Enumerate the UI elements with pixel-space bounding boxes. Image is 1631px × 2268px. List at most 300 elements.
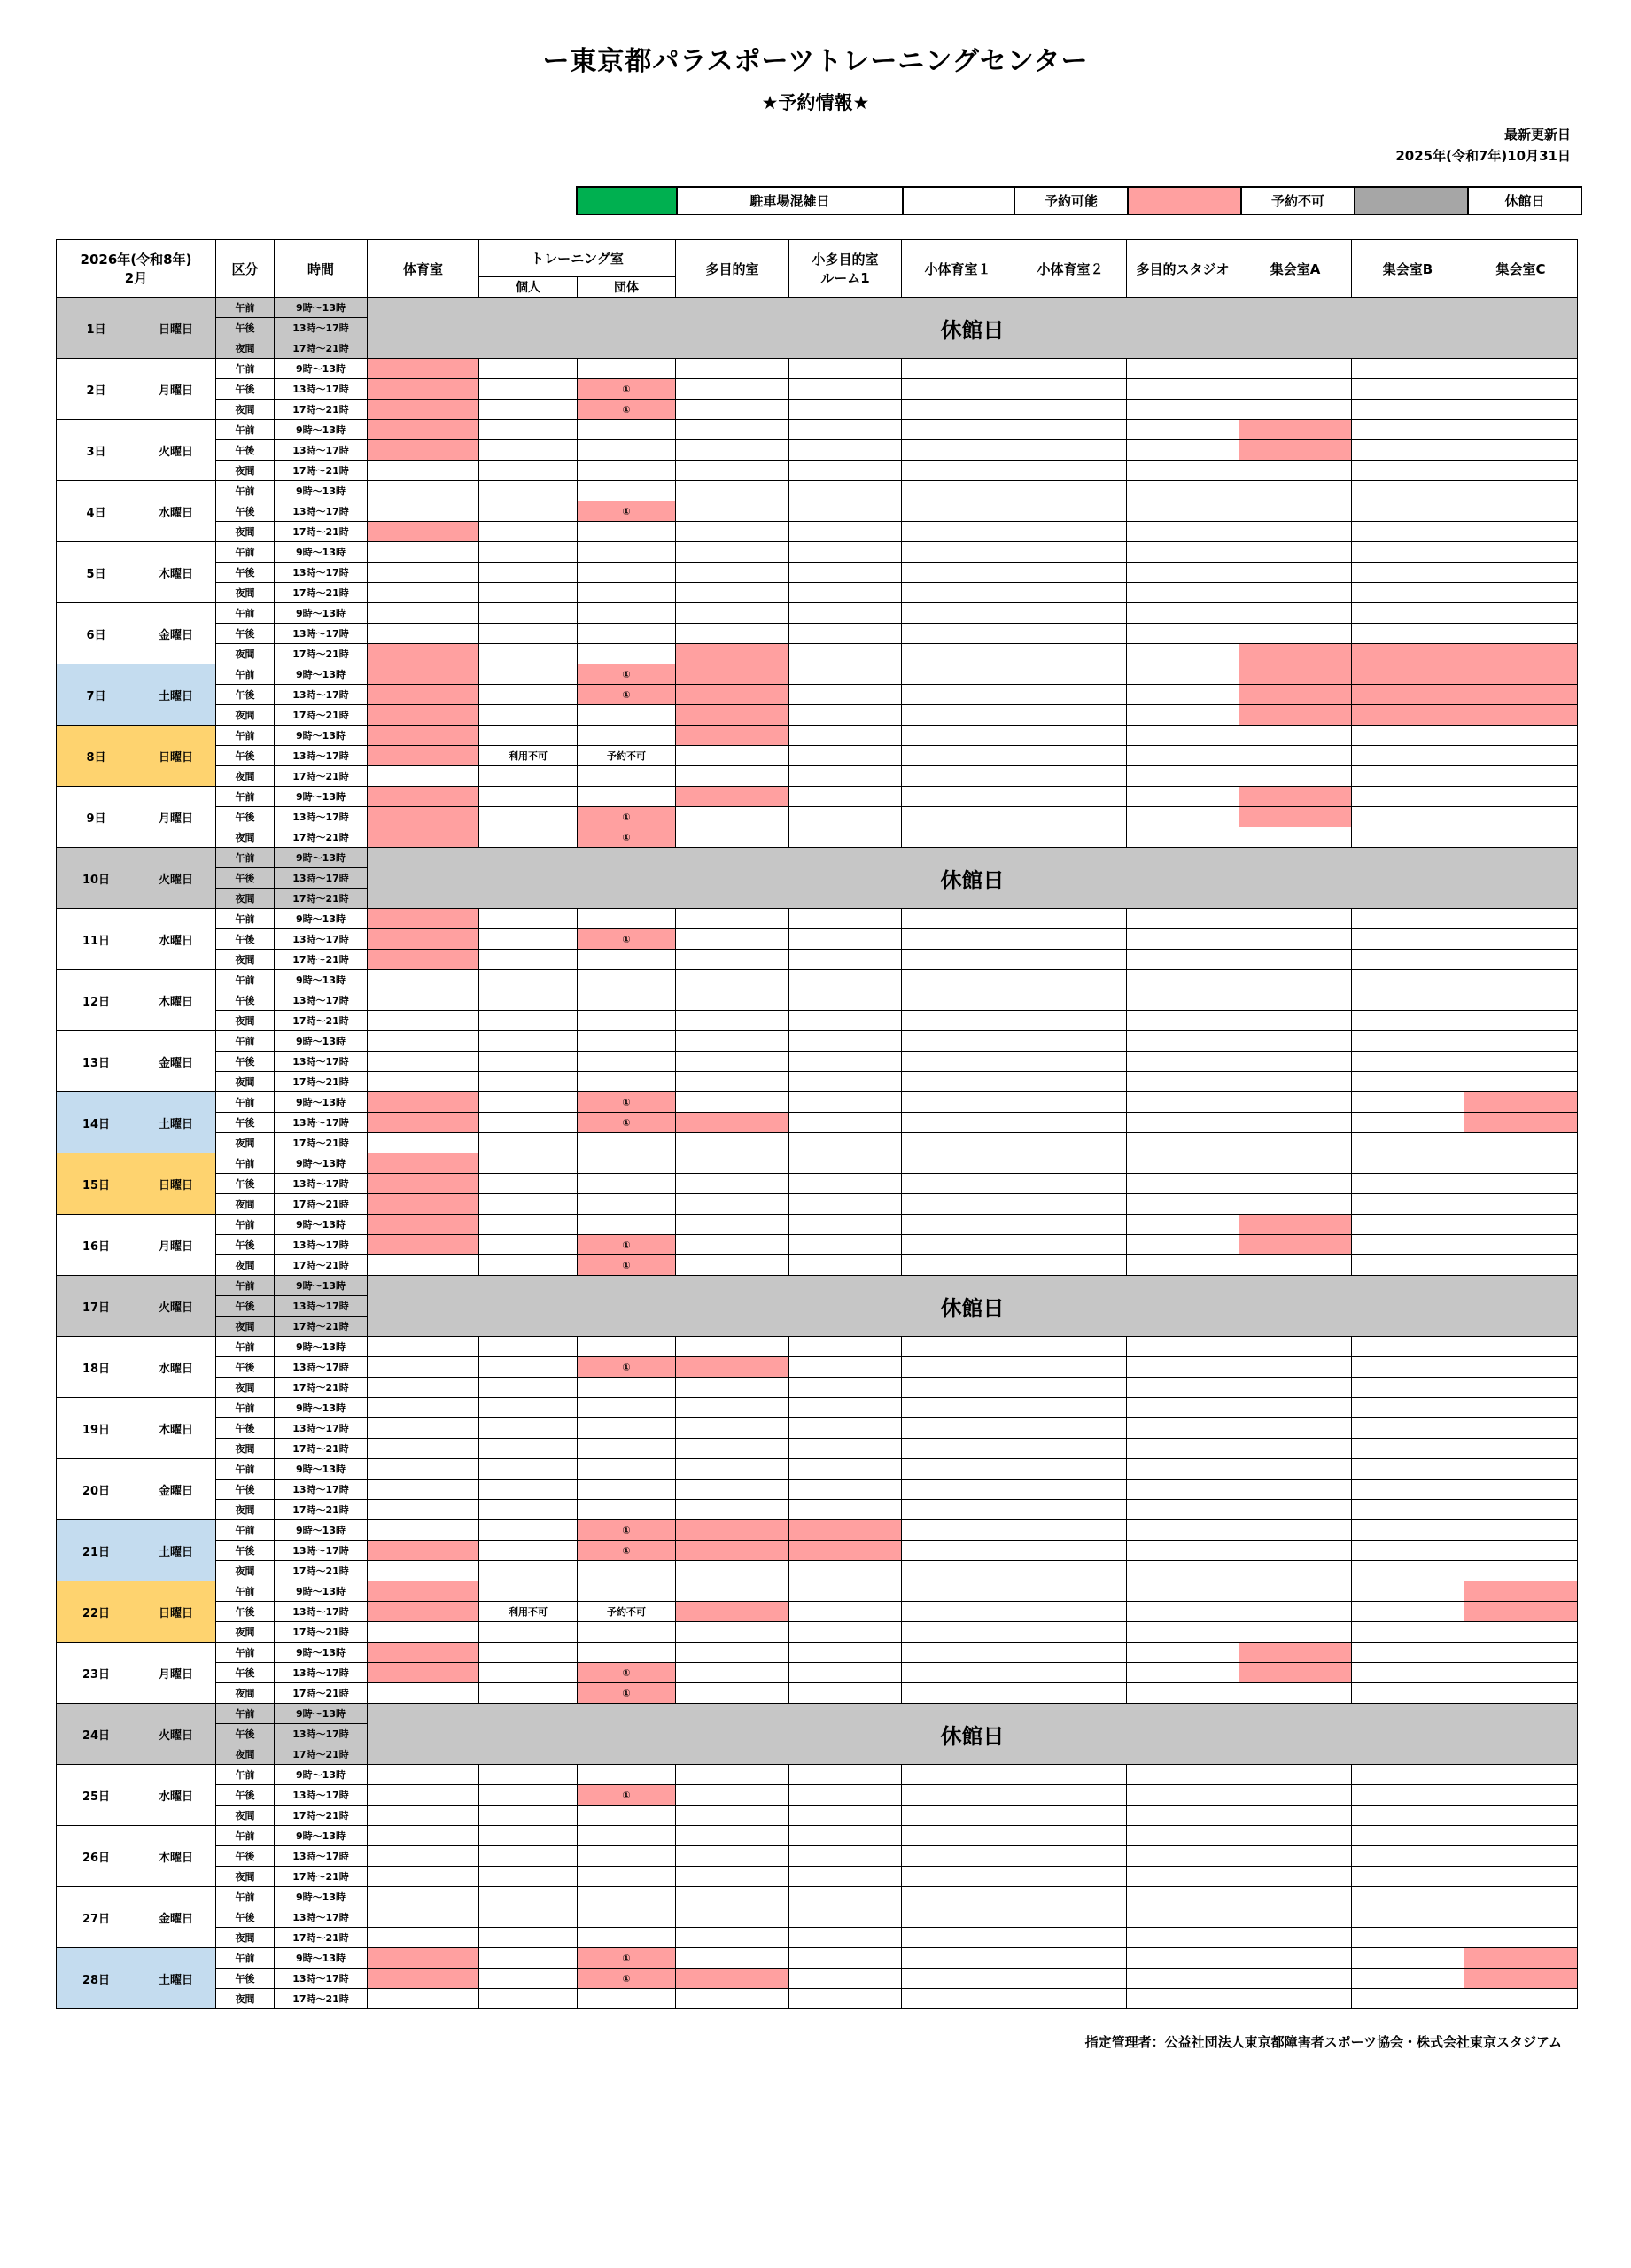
slot-cell[interactable] [1352,644,1464,664]
slot-cell[interactable] [1352,1153,1464,1174]
slot-cell[interactable] [902,1989,1014,2009]
slot-cell[interactable] [902,990,1014,1011]
slot-cell[interactable] [1239,1785,1352,1806]
slot-cell[interactable] [1239,1581,1352,1602]
slot-cell[interactable] [902,929,1014,950]
slot-cell[interactable] [479,1500,578,1520]
slot-cell[interactable] [368,1765,479,1785]
slot-cell[interactable] [676,1480,789,1500]
slot-cell[interactable] [1464,1500,1578,1520]
slot-cell[interactable] [1127,1031,1239,1052]
slot-cell[interactable] [1239,1459,1352,1480]
slot-cell[interactable] [1014,1602,1127,1622]
slot-cell[interactable] [368,766,479,787]
slot-cell[interactable] [676,1989,789,2009]
slot-cell[interactable] [1352,1826,1464,1846]
slot-cell[interactable] [1352,1663,1464,1683]
slot-cell[interactable] [1127,1378,1239,1398]
slot-cell[interactable] [789,1235,902,1255]
slot-cell[interactable] [479,522,578,542]
slot-cell[interactable] [1239,726,1352,746]
slot-cell[interactable] [902,909,1014,929]
slot-cell[interactable] [479,542,578,563]
slot-cell[interactable] [1352,603,1464,624]
slot-cell[interactable] [1464,1846,1578,1867]
slot-cell[interactable] [1239,563,1352,583]
slot-cell[interactable] [368,1133,479,1153]
slot-cell[interactable] [368,1439,479,1459]
slot-cell[interactable]: ① [578,1357,676,1378]
slot-cell[interactable] [676,950,789,970]
slot-cell[interactable]: ① [578,807,676,827]
slot-cell[interactable] [676,1357,789,1378]
slot-cell[interactable] [1014,1072,1127,1092]
slot-cell[interactable] [789,1398,902,1418]
slot-cell[interactable] [1127,1602,1239,1622]
slot-cell[interactable] [1352,1948,1464,1969]
slot-cell[interactable] [479,827,578,848]
slot-cell[interactable] [902,1194,1014,1215]
slot-cell[interactable] [368,1581,479,1602]
slot-cell[interactable] [1127,1337,1239,1357]
slot-cell[interactable] [1239,522,1352,542]
slot-cell[interactable] [789,766,902,787]
slot-cell[interactable] [1239,501,1352,522]
slot-cell[interactable] [789,1072,902,1092]
slot-cell[interactable] [1127,563,1239,583]
slot-cell[interactable] [676,807,789,827]
slot-cell[interactable] [789,379,902,400]
slot-cell[interactable] [368,1113,479,1133]
slot-cell[interactable] [1352,807,1464,827]
slot-cell[interactable] [1127,1969,1239,1989]
slot-cell[interactable] [1239,746,1352,766]
slot-cell[interactable] [1014,1398,1127,1418]
slot-cell[interactable] [368,1235,479,1255]
slot-cell[interactable] [368,440,479,461]
slot-cell[interactable] [1352,1255,1464,1276]
slot-cell[interactable] [1239,1806,1352,1826]
slot-cell[interactable] [902,1072,1014,1092]
slot-cell[interactable] [1127,1113,1239,1133]
slot-cell[interactable] [578,1153,676,1174]
slot-cell[interactable] [1464,827,1578,848]
slot-cell[interactable] [1014,359,1127,379]
slot-cell[interactable] [1464,909,1578,929]
slot-cell[interactable] [1352,1846,1464,1867]
slot-cell[interactable] [578,1337,676,1357]
slot-cell[interactable] [789,1520,902,1541]
slot-cell[interactable] [1014,1765,1127,1785]
slot-cell[interactable] [479,1174,578,1194]
slot-cell[interactable] [789,664,902,685]
slot-cell[interactable] [676,1215,789,1235]
slot-cell[interactable] [479,1907,578,1928]
slot-cell[interactable] [368,746,479,766]
slot-cell[interactable] [1127,1541,1239,1561]
slot-cell[interactable] [1464,359,1578,379]
slot-cell[interactable] [578,1133,676,1153]
slot-cell[interactable] [368,807,479,827]
slot-cell[interactable] [1464,1622,1578,1643]
slot-cell[interactable] [1127,1520,1239,1541]
slot-cell[interactable] [578,1581,676,1602]
slot-cell[interactable] [368,787,479,807]
slot-cell[interactable] [676,379,789,400]
slot-cell[interactable] [1014,1052,1127,1072]
slot-cell[interactable]: ① [578,664,676,685]
slot-cell[interactable] [1352,1418,1464,1439]
slot-cell[interactable] [368,929,479,950]
slot-cell[interactable] [1014,1683,1127,1704]
slot-cell[interactable] [789,1215,902,1235]
slot-cell[interactable] [789,1113,902,1133]
slot-cell[interactable] [902,440,1014,461]
slot-cell[interactable] [789,1907,902,1928]
slot-cell[interactable] [1127,624,1239,644]
slot-cell[interactable] [1014,542,1127,563]
slot-cell[interactable] [479,1765,578,1785]
slot-cell[interactable] [902,379,1014,400]
slot-cell[interactable] [1464,1948,1578,1969]
slot-cell[interactable] [578,909,676,929]
slot-cell[interactable] [789,1541,902,1561]
slot-cell[interactable] [902,1887,1014,1907]
slot-cell[interactable] [676,929,789,950]
slot-cell[interactable] [1127,501,1239,522]
slot-cell[interactable] [902,1622,1014,1643]
slot-cell[interactable] [902,1174,1014,1194]
slot-cell[interactable] [479,726,578,746]
slot-cell[interactable] [1239,624,1352,644]
slot-cell[interactable]: ① [578,1235,676,1255]
slot-cell[interactable] [578,1928,676,1948]
slot-cell[interactable] [1127,1194,1239,1215]
slot-cell[interactable] [479,1052,578,1072]
slot-cell[interactable] [1127,1907,1239,1928]
slot-cell[interactable] [1239,1255,1352,1276]
slot-cell[interactable] [479,1031,578,1052]
slot-cell[interactable] [676,522,789,542]
slot-cell[interactable] [1127,990,1239,1011]
slot-cell[interactable] [676,909,789,929]
slot-cell[interactable] [1464,950,1578,970]
slot-cell[interactable] [902,1337,1014,1357]
slot-cell[interactable] [902,664,1014,685]
slot-cell[interactable] [676,1948,789,1969]
slot-cell[interactable] [1464,1867,1578,1887]
slot-cell[interactable] [789,1846,902,1867]
slot-cell[interactable] [789,501,902,522]
slot-cell[interactable] [1014,420,1127,440]
slot-cell[interactable] [902,1867,1014,1887]
slot-cell[interactable] [902,705,1014,726]
slot-cell[interactable] [1352,1785,1464,1806]
slot-cell[interactable] [1014,950,1127,970]
slot-cell[interactable] [368,501,479,522]
slot-cell[interactable] [1239,1643,1352,1663]
slot-cell[interactable] [1014,563,1127,583]
slot-cell[interactable] [789,1867,902,1887]
slot-cell[interactable] [1239,583,1352,603]
slot-cell[interactable] [1464,1520,1578,1541]
slot-cell[interactable] [1127,1500,1239,1520]
slot-cell[interactable] [578,542,676,563]
slot-cell[interactable] [1464,1255,1578,1276]
slot-cell[interactable] [676,1398,789,1418]
slot-cell[interactable] [368,1785,479,1806]
slot-cell[interactable] [676,563,789,583]
slot-cell[interactable] [1239,1520,1352,1541]
slot-cell[interactable] [1014,603,1127,624]
slot-cell[interactable] [1127,1948,1239,1969]
slot-cell[interactable] [479,1215,578,1235]
slot-cell[interactable] [1239,481,1352,501]
slot-cell[interactable] [676,1683,789,1704]
slot-cell[interactable] [676,583,789,603]
slot-cell[interactable] [676,970,789,990]
slot-cell[interactable] [479,603,578,624]
slot-cell[interactable] [578,1072,676,1092]
slot-cell[interactable] [1464,1785,1578,1806]
slot-cell[interactable] [1014,1806,1127,1826]
slot-cell[interactable]: ① [578,1785,676,1806]
slot-cell[interactable] [1014,440,1127,461]
slot-cell[interactable] [676,1133,789,1153]
slot-cell[interactable] [1014,583,1127,603]
slot-cell[interactable]: ① [578,1255,676,1276]
slot-cell[interactable] [368,522,479,542]
slot-cell[interactable] [789,481,902,501]
slot-cell[interactable] [479,379,578,400]
slot-cell[interactable] [1014,522,1127,542]
slot-cell[interactable] [1352,1969,1464,1989]
slot-cell[interactable] [1239,1133,1352,1153]
slot-cell[interactable] [1014,1378,1127,1398]
slot-cell[interactable] [789,624,902,644]
slot-cell[interactable] [479,1867,578,1887]
slot-cell[interactable] [902,827,1014,848]
slot-cell[interactable] [1127,1133,1239,1153]
slot-cell[interactable] [1127,1398,1239,1418]
slot-cell[interactable] [1352,990,1464,1011]
slot-cell[interactable] [789,1969,902,1989]
slot-cell[interactable] [479,807,578,827]
slot-cell[interactable] [1239,1398,1352,1418]
slot-cell[interactable] [1239,1113,1352,1133]
slot-cell[interactable] [578,1459,676,1480]
slot-cell[interactable] [1014,1031,1127,1052]
slot-cell[interactable]: ① [578,685,676,705]
slot-cell[interactable] [1352,1194,1464,1215]
slot-cell[interactable]: ① [578,1683,676,1704]
slot-cell[interactable] [1464,1215,1578,1235]
slot-cell[interactable] [789,461,902,481]
slot-cell[interactable] [1352,1398,1464,1418]
slot-cell[interactable] [1014,766,1127,787]
slot-cell[interactable]: ① [578,1663,676,1683]
slot-cell[interactable] [902,1826,1014,1846]
slot-cell[interactable] [1014,909,1127,929]
slot-cell[interactable] [789,1480,902,1500]
slot-cell[interactable] [1239,1907,1352,1928]
slot-cell[interactable] [368,1907,479,1928]
slot-cell[interactable] [1014,1215,1127,1235]
slot-cell[interactable] [1239,542,1352,563]
slot-cell[interactable]: ① [578,1092,676,1113]
slot-cell[interactable] [479,1480,578,1500]
slot-cell[interactable] [902,1011,1014,1031]
slot-cell[interactable] [368,1052,479,1072]
slot-cell[interactable] [676,1806,789,1826]
slot-cell[interactable] [676,685,789,705]
slot-cell[interactable] [1239,1948,1352,1969]
slot-cell[interactable] [902,1235,1014,1255]
slot-cell[interactable] [902,726,1014,746]
slot-cell[interactable] [1352,787,1464,807]
slot-cell[interactable] [1014,1907,1127,1928]
slot-cell[interactable] [902,420,1014,440]
slot-cell[interactable] [479,563,578,583]
slot-cell[interactable] [1127,1663,1239,1683]
slot-cell[interactable] [1239,950,1352,970]
slot-cell[interactable] [368,726,479,746]
slot-cell[interactable] [789,1031,902,1052]
slot-cell[interactable] [1127,1480,1239,1500]
slot-cell[interactable] [1127,1153,1239,1174]
slot-cell[interactable] [1239,1052,1352,1072]
slot-cell[interactable] [1127,1581,1239,1602]
slot-cell[interactable] [789,909,902,929]
slot-cell[interactable] [1014,1092,1127,1113]
slot-cell[interactable] [902,685,1014,705]
slot-cell[interactable] [1464,1357,1578,1378]
slot-cell[interactable] [578,1480,676,1500]
slot-cell[interactable] [1014,1969,1127,1989]
slot-cell[interactable] [1014,1948,1127,1969]
slot-cell[interactable] [1014,1928,1127,1948]
slot-cell[interactable] [368,1867,479,1887]
slot-cell[interactable] [578,1907,676,1928]
slot-cell[interactable] [368,583,479,603]
slot-cell[interactable] [578,1867,676,1887]
slot-cell[interactable] [1239,1683,1352,1704]
slot-cell[interactable] [1239,1846,1352,1867]
slot-cell[interactable] [479,1541,578,1561]
slot-cell[interactable] [1464,929,1578,950]
slot-cell[interactable] [902,1846,1014,1867]
slot-cell[interactable] [789,1785,902,1806]
slot-cell[interactable] [1352,481,1464,501]
slot-cell[interactable] [368,542,479,563]
slot-cell[interactable] [1464,1398,1578,1418]
slot-cell[interactable] [1352,542,1464,563]
slot-cell[interactable] [1239,379,1352,400]
slot-cell[interactable] [1464,1989,1578,2009]
slot-cell[interactable] [1464,379,1578,400]
slot-cell[interactable] [368,1826,479,1846]
slot-cell[interactable] [479,1826,578,1846]
slot-cell[interactable] [1464,1194,1578,1215]
slot-cell[interactable] [902,501,1014,522]
slot-cell[interactable] [1127,970,1239,990]
slot-cell[interactable] [1014,1887,1127,1907]
slot-cell[interactable] [1127,461,1239,481]
slot-cell[interactable] [676,1765,789,1785]
slot-cell[interactable] [789,726,902,746]
slot-cell[interactable] [1127,359,1239,379]
slot-cell[interactable] [1464,766,1578,787]
slot-cell[interactable] [1352,359,1464,379]
slot-cell[interactable] [578,420,676,440]
slot-cell[interactable] [1014,1541,1127,1561]
slot-cell[interactable] [1014,461,1127,481]
slot-cell[interactable] [1464,1378,1578,1398]
slot-cell[interactable] [1352,950,1464,970]
slot-cell[interactable]: 利用不可 [479,746,578,766]
slot-cell[interactable] [368,1500,479,1520]
slot-cell[interactable] [1352,1561,1464,1581]
slot-cell[interactable] [1464,542,1578,563]
slot-cell[interactable] [1127,1765,1239,1785]
slot-cell[interactable] [368,644,479,664]
slot-cell[interactable] [1127,1011,1239,1031]
slot-cell[interactable] [1464,1806,1578,1826]
slot-cell[interactable] [1014,1459,1127,1480]
slot-cell[interactable] [368,461,479,481]
slot-cell[interactable] [1014,644,1127,664]
slot-cell[interactable] [1239,1011,1352,1031]
slot-cell[interactable] [676,1459,789,1480]
slot-cell[interactable] [368,420,479,440]
slot-cell[interactable] [1464,522,1578,542]
slot-cell[interactable]: ① [578,929,676,950]
slot-cell[interactable] [578,1643,676,1663]
slot-cell[interactable] [789,1418,902,1439]
slot-cell[interactable] [902,1520,1014,1541]
slot-cell[interactable] [479,1153,578,1174]
slot-cell[interactable] [1239,664,1352,685]
slot-cell[interactable] [676,1785,789,1806]
slot-cell[interactable] [1127,929,1239,950]
slot-cell[interactable] [902,766,1014,787]
slot-cell[interactable] [789,1378,902,1398]
slot-cell[interactable] [676,1520,789,1541]
slot-cell[interactable] [1464,1418,1578,1439]
slot-cell[interactable] [1352,1011,1464,1031]
slot-cell[interactable] [1014,1561,1127,1581]
slot-cell[interactable] [902,1398,1014,1418]
slot-cell[interactable] [1127,481,1239,501]
slot-cell[interactable] [578,1378,676,1398]
slot-cell[interactable] [789,1174,902,1194]
slot-cell[interactable] [902,1500,1014,1520]
slot-cell[interactable] [1352,1683,1464,1704]
slot-cell[interactable] [676,1663,789,1683]
slot-cell[interactable] [368,1561,479,1581]
slot-cell[interactable] [479,909,578,929]
slot-cell[interactable] [676,990,789,1011]
slot-cell[interactable] [1352,624,1464,644]
slot-cell[interactable] [902,522,1014,542]
slot-cell[interactable] [1014,705,1127,726]
slot-cell[interactable] [1127,644,1239,664]
slot-cell[interactable] [789,1826,902,1846]
slot-cell[interactable] [1464,501,1578,522]
slot-cell[interactable] [789,1561,902,1581]
slot-cell[interactable] [578,522,676,542]
slot-cell[interactable] [1464,1826,1578,1846]
